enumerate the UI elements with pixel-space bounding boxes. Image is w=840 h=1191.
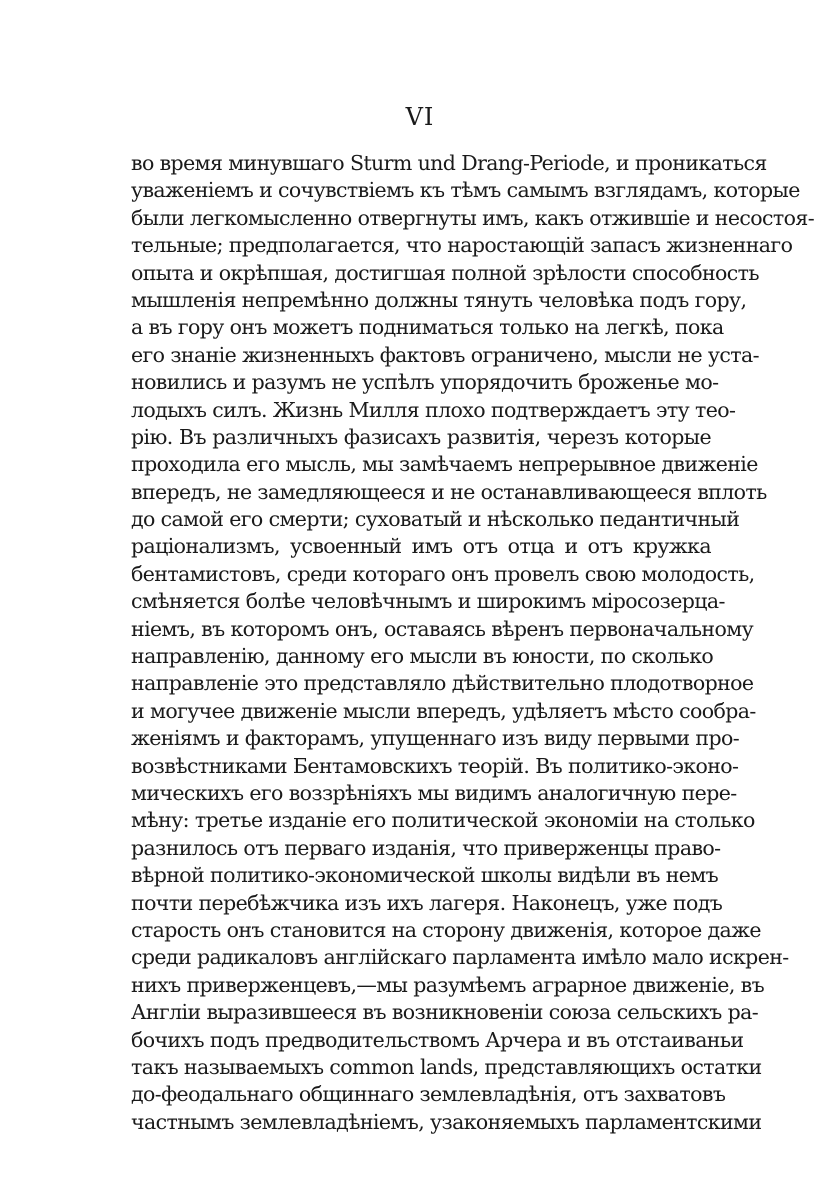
text-line: новились и разумъ не успѣлъ упорядочить броженье мо- [131, 370, 719, 395]
text-line: уваженіемъ и сочувствіемъ къ тѣмъ самымъ взглядамъ, которые [131, 178, 800, 203]
text-line: и могучее движеніе мысли впередъ, удѣляетъ мѣсто сообра- [131, 698, 756, 723]
text-line: мическихъ его воззрѣніяхъ мы видимъ аналогичную пере- [131, 780, 737, 805]
text-line: были легкомысленно отвергнуты имъ, какъ отжившіе и несостоя- [131, 205, 815, 230]
text-line: мышленія непремѣнно должны тянуть человѣка подъ гору, [131, 287, 747, 312]
text-line: раціонализмъ, усвоенный имъ отъ отца и отъ кружка [131, 534, 711, 559]
text-line: нихъ приверженцевъ,—мы разумѣемъ аграрное движеніе, въ [131, 972, 765, 997]
text-line: его знаніе жизненныхъ фактовъ ограничено, мысли не уста- [131, 342, 759, 367]
text-line: а въ гору онъ можетъ подниматься только на легкѣ, пока [131, 315, 724, 340]
text-line: старость онъ становится на сторону движенія, которое даже [131, 917, 761, 942]
text-line: бентамистовъ, среди котораго онъ провелъ свою молодость, [131, 561, 755, 586]
text-line: тельные; предполагается, что наростающій запасъ жизненнаго [131, 233, 793, 258]
text-line: такъ называемыхъ common lands, представляющихъ остатки [131, 1054, 762, 1079]
text-line: опыта и окрѣпшая, достигшая полной зрѣлости способность [131, 260, 759, 285]
text-line: среди радикаловъ англійскаго парламента имѣло мало искрен- [131, 945, 789, 970]
text-line: женіямъ и факторамъ, упущеннаго изъ виду первыми про- [131, 726, 740, 751]
text-line: Англіи выразившееся въ возникновеніи союза сельскихъ ра- [131, 1000, 759, 1025]
text-line: вѣрной политико-экономической школы видѣли въ немъ [131, 863, 719, 888]
text-line: направленіе это представляло дѣйствительно плодотворное [131, 671, 754, 696]
text-line: смѣняется болѣе человѣчнымъ и широкимъ міросозерца- [131, 589, 725, 614]
text-line: до самой его смерти; суховатый и нѣсколько педантичный [131, 507, 740, 532]
text-line: рію. Въ различныхъ фазисахъ развитія, черезъ которые [131, 424, 711, 449]
text-line: направленію, данному его мысли въ юности, по сколько [131, 644, 714, 669]
page-number: VI [405, 103, 435, 131]
text-line: ніемъ, въ которомъ онъ, оставаясь вѣренъ первоначальному [131, 616, 754, 641]
text-line: разнилось отъ перваго изданія, что приверженцы право- [131, 835, 721, 860]
text-line: во время минувшаго Sturm und Drang-Periode, и проникаться [131, 151, 767, 175]
text-line: частнымъ землевладѣніемъ, узаконяемыхъ парламентскими [131, 1109, 762, 1134]
text-line: проходила его мысль, мы замѣчаемъ непрерывное движеніе [131, 452, 758, 477]
text-line: впередъ, не замедляющееся и не останавливающееся вплоть [131, 479, 767, 504]
text-line: возвѣстниками Бентамовскихъ теорій. Въ политико-эконо- [131, 753, 739, 778]
body-text [131, 150, 815, 1136]
text-line: бочихъ подъ предводительствомъ Арчера и въ отстаиваньи [131, 1027, 744, 1052]
text-line: лодыхъ силъ. Жизнь Милля плохо подтверждаетъ эту тео- [131, 397, 736, 422]
text-line: мѣну: третье изданіе его политической экономіи на столько [131, 808, 755, 833]
text-line: до-феодальнаго общиннаго землевладѣнія, отъ захватовъ [131, 1082, 726, 1107]
text-line: почти перебѣжчика изъ ихъ лагеря. Наконецъ, уже подъ [131, 890, 723, 915]
